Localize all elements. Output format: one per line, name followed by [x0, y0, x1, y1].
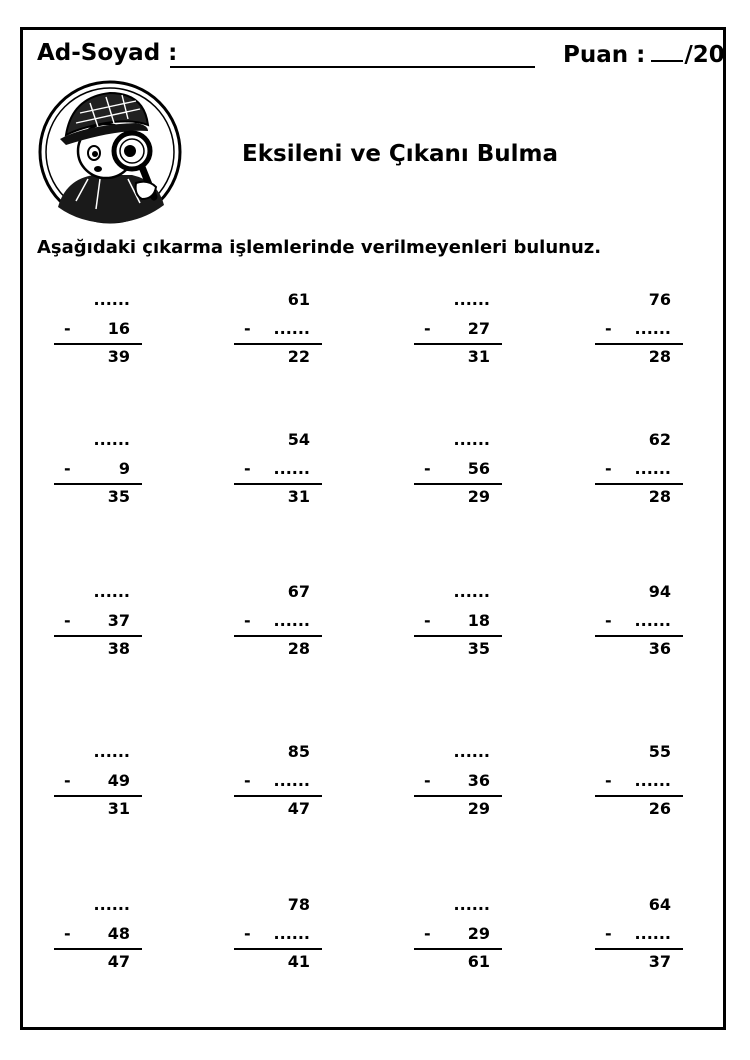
subtraction-problem	[52, 430, 144, 510]
result-line	[414, 795, 502, 797]
result-line	[414, 343, 502, 345]
result-line	[54, 795, 142, 797]
minuend: 78	[287, 895, 310, 914]
subtraction-problem	[232, 290, 324, 370]
result-line	[54, 635, 142, 637]
subtraction-problem	[232, 582, 324, 662]
difference: 61	[467, 952, 490, 971]
minuend[interactable]: ......	[453, 895, 490, 914]
subtraction-problem	[52, 290, 144, 370]
difference: 36	[648, 639, 671, 658]
minuend: 55	[648, 742, 671, 761]
subtrahend: 18	[467, 611, 490, 630]
minus-sign: -	[424, 924, 431, 943]
result-line	[54, 343, 142, 345]
result-line	[414, 635, 502, 637]
minuend[interactable]: ......	[93, 582, 130, 601]
subtraction-problem	[593, 895, 685, 975]
difference: 29	[467, 487, 490, 506]
score-area	[563, 40, 725, 68]
difference: 41	[287, 952, 310, 971]
subtrahend: 37	[107, 611, 130, 630]
minus-sign: -	[64, 611, 71, 630]
result-line	[595, 343, 683, 345]
subtraction-problem	[412, 895, 504, 975]
score-total: /20	[684, 42, 725, 68]
minuend[interactable]: ......	[453, 742, 490, 761]
result-line	[595, 635, 683, 637]
difference: 37	[648, 952, 671, 971]
minus-sign: -	[605, 459, 612, 478]
minuend: 94	[648, 582, 671, 601]
subtraction-problem	[412, 582, 504, 662]
subtrahend[interactable]: ......	[273, 924, 310, 943]
result-line	[595, 795, 683, 797]
minus-sign: -	[244, 771, 251, 790]
subtrahend[interactable]: ......	[273, 459, 310, 478]
result-line	[54, 483, 142, 485]
minuend[interactable]: ......	[453, 290, 490, 309]
result-line	[234, 948, 322, 950]
subtraction-problem	[232, 742, 324, 822]
minus-sign: -	[605, 771, 612, 790]
subtraction-problem	[52, 895, 144, 975]
subtraction-problem	[52, 742, 144, 822]
minuend: 67	[287, 582, 310, 601]
difference: 29	[467, 799, 490, 818]
difference: 47	[107, 952, 130, 971]
minus-sign: -	[64, 924, 71, 943]
subtraction-problem	[593, 582, 685, 662]
minuend[interactable]: ......	[453, 582, 490, 601]
result-line	[595, 948, 683, 950]
subtrahend: 56	[467, 459, 490, 478]
subtraction-problem	[232, 430, 324, 510]
minus-sign: -	[424, 611, 431, 630]
minuend[interactable]: ......	[453, 430, 490, 449]
difference: 35	[467, 639, 490, 658]
minuend[interactable]: ......	[93, 895, 130, 914]
minus-sign: -	[64, 319, 71, 338]
subtrahend[interactable]: ......	[273, 611, 310, 630]
subtrahend[interactable]: ......	[273, 771, 310, 790]
subtraction-problem	[412, 290, 504, 370]
name-label: Ad-Soyad :	[37, 40, 178, 66]
subtrahend[interactable]: ......	[634, 319, 671, 338]
difference: 31	[467, 347, 490, 366]
subtrahend: 9	[118, 459, 130, 478]
subtrahend: 29	[467, 924, 490, 943]
subtraction-problem	[593, 430, 685, 510]
minus-sign: -	[424, 319, 431, 338]
difference: 28	[648, 487, 671, 506]
subtraction-problem	[232, 895, 324, 975]
result-line	[54, 948, 142, 950]
subtraction-problem	[593, 742, 685, 822]
difference: 35	[107, 487, 130, 506]
subtrahend: 27	[467, 319, 490, 338]
minuend: 76	[648, 290, 671, 309]
difference: 31	[107, 799, 130, 818]
subtrahend[interactable]: ......	[634, 924, 671, 943]
minus-sign: -	[605, 319, 612, 338]
minus-sign: -	[64, 459, 71, 478]
difference: 28	[648, 347, 671, 366]
result-line	[234, 635, 322, 637]
minuend[interactable]: ......	[93, 290, 130, 309]
result-line	[234, 343, 322, 345]
minus-sign: -	[605, 611, 612, 630]
subtrahend[interactable]: ......	[634, 771, 671, 790]
score-blank[interactable]	[651, 40, 683, 62]
subtraction-problem	[593, 290, 685, 370]
minuend[interactable]: ......	[93, 430, 130, 449]
difference: 47	[287, 799, 310, 818]
minus-sign: -	[244, 924, 251, 943]
score-label: Puan :	[563, 42, 646, 68]
minuend: 64	[648, 895, 671, 914]
subtrahend: 16	[107, 319, 130, 338]
minuend: 62	[648, 430, 671, 449]
subtrahend: 48	[107, 924, 130, 943]
minuend: 54	[287, 430, 310, 449]
subtrahend[interactable]: ......	[273, 319, 310, 338]
result-line	[234, 795, 322, 797]
instruction-text: Aşağıdaki çıkarma işlemlerinde verilmeyenleri bulunuz.	[37, 237, 602, 258]
difference: 26	[648, 799, 671, 818]
difference: 38	[107, 639, 130, 658]
subtrahend: 49	[107, 771, 130, 790]
minus-sign: -	[424, 459, 431, 478]
result-line	[414, 948, 502, 950]
difference: 22	[287, 347, 310, 366]
result-line	[234, 483, 322, 485]
result-line	[414, 483, 502, 485]
difference: 31	[287, 487, 310, 506]
minus-sign: -	[244, 459, 251, 478]
minus-sign: -	[64, 771, 71, 790]
subtraction-problem	[52, 582, 144, 662]
difference: 39	[107, 347, 130, 366]
detective-with-magnifier-icon	[36, 79, 184, 225]
name-field-line[interactable]	[170, 66, 535, 68]
minus-sign: -	[424, 771, 431, 790]
subtrahend: 36	[467, 771, 490, 790]
subtraction-problem	[412, 430, 504, 510]
subtrahend[interactable]: ......	[634, 611, 671, 630]
minus-sign: -	[244, 611, 251, 630]
minuend: 61	[287, 290, 310, 309]
subtrahend[interactable]: ......	[634, 459, 671, 478]
worksheet-title: Eksileni ve Çıkanı Bulma	[242, 141, 559, 167]
minus-sign: -	[605, 924, 612, 943]
minuend: 85	[287, 742, 310, 761]
result-line	[595, 483, 683, 485]
subtraction-problem	[412, 742, 504, 822]
minus-sign: -	[244, 319, 251, 338]
minuend[interactable]: ......	[93, 742, 130, 761]
difference: 28	[287, 639, 310, 658]
